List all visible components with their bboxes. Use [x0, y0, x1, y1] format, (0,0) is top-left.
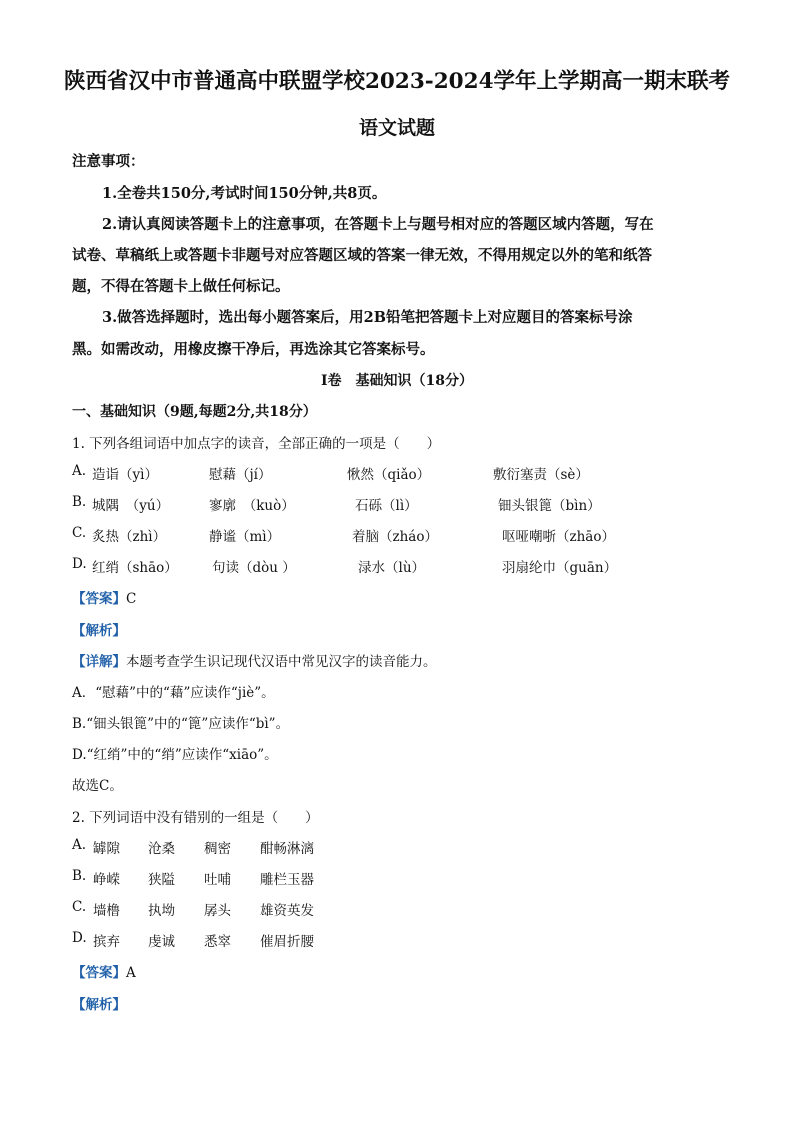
option-word-1: 罅隙 — [93, 841, 120, 857]
option-label: A. — [72, 837, 87, 853]
option-word-4: 雕栏玉器 — [260, 872, 314, 888]
option-word-3: 着脑（zháo） — [352, 529, 438, 545]
volume-title: Ⅰ卷 基础知识（18分） — [320, 373, 474, 389]
option-word-2: 沧桑 — [148, 841, 175, 857]
exam-title: 陕西省汉中市普通高中联盟学校2023-2024学年上学期高一期末联考 — [63, 69, 731, 94]
option-label: A. — [72, 463, 87, 479]
analysis-tag: 【解析】 — [72, 623, 126, 639]
option-word-1: 峥嵘 — [93, 872, 120, 888]
option-word-1: 墙橹 — [93, 903, 120, 919]
option-word-2: 慰藉（jí） — [209, 467, 272, 483]
answer-value: A — [126, 965, 136, 981]
option-word-3: 吐哺 — [204, 872, 231, 888]
option-word-2: 执坳 — [148, 903, 175, 919]
notice-heading: 注意事项： — [72, 153, 145, 170]
option-word-1: 摈弃 — [93, 934, 120, 950]
question-2-answer — [72, 961, 136, 981]
question-1-answer — [72, 587, 136, 607]
question-1-analysis-tag — [72, 619, 126, 639]
option-word-1: 造诣（yì） — [92, 467, 158, 483]
notice-item-1: 1.全卷共150分,考试时间150分钟,共8页。 — [102, 185, 387, 202]
option-word-3: 愀然（qiǎo） — [347, 467, 431, 483]
option-word-4: 催眉折腰 — [260, 934, 314, 950]
question-1-stem: 1. 下列各组词语中加点字的读音，全部正确的一项是（ ） — [72, 436, 441, 452]
analysis-tag: 【解析】 — [72, 997, 126, 1013]
option-label: C. — [72, 899, 87, 915]
option-word-1: 炙热（zhì） — [92, 529, 167, 545]
option-word-3: 悉窣 — [204, 934, 231, 950]
option-word-2: 静谧（mì） — [209, 529, 281, 545]
option-label: D. — [72, 556, 87, 572]
notice-item-2-line-1: 2.请认真阅读答题卡上的注意事项，在答题卡上与题号相对应的答题区域内答题，写在 — [102, 216, 654, 233]
option-word-3: 稠密 — [204, 841, 231, 857]
option-label: B. — [72, 868, 87, 884]
exam-subtitle: 语文试题 — [358, 117, 435, 139]
notice-item-3-line-1: 3.做答选择题时，选出每小题答案后，用2B铅笔把答题卡上对应题目的答案标号涂 — [102, 309, 633, 326]
question-1-explanation-d: D.“红绡”中的“绡”应读作“xiāo”。 — [72, 747, 278, 763]
option-label: C. — [72, 525, 87, 541]
answer-value: C — [126, 591, 137, 607]
option-word-4: 呕哑嘲哳（zhāo） — [502, 529, 615, 545]
option-word-3: 石砾（lì） — [355, 498, 418, 514]
option-word-1: 红绡（shāo） — [92, 560, 178, 576]
notice-item-2-line-2: 试卷、草稿纸上或答题卡非题号对应答题区域的答案一律无效，不得用规定以外的笔和纸答 — [72, 247, 652, 264]
question-1-conclusion: 故选C。 — [72, 778, 123, 794]
option-label: B. — [72, 494, 87, 510]
answer-tag: 【答案】 — [72, 965, 126, 981]
question-1-detail — [72, 650, 437, 670]
option-word-2: 寥廓 （kuò） — [209, 498, 295, 514]
detail-text: 本题考查学生识记现代汉语中常见汉字的读音能力。 — [126, 654, 437, 670]
question-1-explanation-a: A．“慰藉”中的“藉”应读作“jiè”。 — [72, 685, 275, 701]
option-word-4: 羽扇纶巾（guān） — [502, 560, 618, 576]
option-word-4: 敷衍塞责（sè） — [493, 467, 589, 483]
question-2-stem: 2. 下列词语中没有错别的一组是（ ） — [72, 810, 319, 826]
option-word-2: 句读（dòu ） — [212, 560, 296, 576]
detail-tag: 【详解】 — [72, 654, 126, 670]
option-word-2: 狭隘 — [148, 872, 175, 888]
option-label: D. — [72, 930, 87, 946]
option-word-2: 虔诚 — [148, 934, 175, 950]
question-1-explanation-b: B.“钿头银篦”中的“篦”应读作“bì”。 — [72, 716, 290, 732]
question-2-analysis-tag — [72, 993, 126, 1013]
option-word-4: 钿头银篦（bìn） — [498, 498, 601, 514]
option-word-3: 渌水（lù） — [358, 560, 426, 576]
notice-item-3-line-2: 黑。如需改动，用橡皮擦干净后，再选涂其它答案标号。 — [72, 341, 435, 358]
section-title: 一、基础知识（9题,每题2分,共18分） — [72, 404, 317, 420]
notice-item-2-line-3: 题，不得在答题卡上做任何标记。 — [72, 278, 290, 295]
option-word-1: 城隅 （yú） — [92, 498, 170, 514]
answer-tag: 【答案】 — [72, 591, 126, 607]
option-word-4: 雄资英发 — [260, 903, 314, 919]
option-word-4: 酣畅淋漓 — [260, 841, 314, 857]
option-word-3: 孱头 — [204, 903, 231, 919]
